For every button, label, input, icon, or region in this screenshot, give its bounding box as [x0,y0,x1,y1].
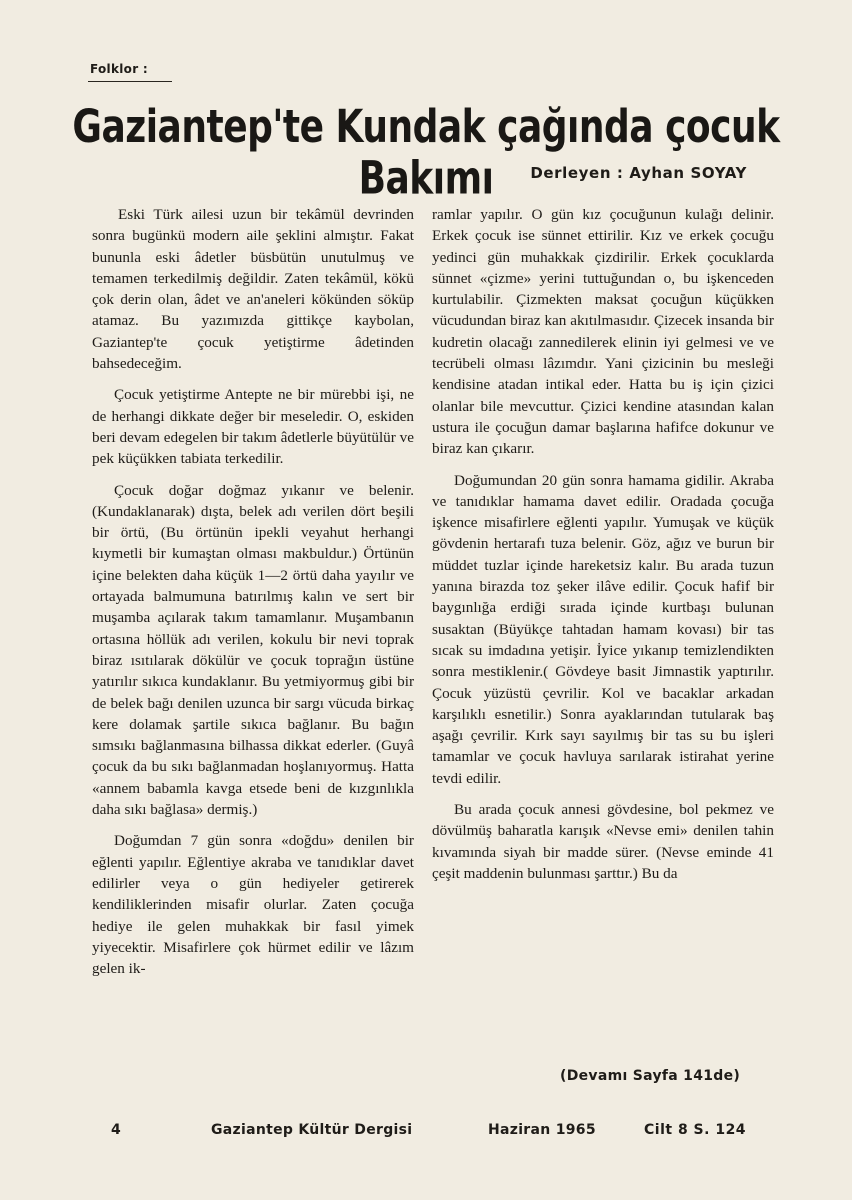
continued-note: (Devamı Sayfa 141de) [560,1068,741,1084]
paragraph: Eski Türk ailesi uzun bir tekâmül devrinden sonra bugünkü modern aile şeklini almıştır. Fakat bununla eski âdetler büsbütün unutulmuş ve temamen terkedilmiş değildir. Zaten tekâmül, kökü çok derin olan, âdet ve an'aneleri kökünden söküp atamaz. Bu yazımızda gittikçe kaybolan, Gaziantep'te çocuk yetiştirme âdetinden bahsedeceğim. [92,206,414,373]
article-title: Gaziantep'te Kundak çağında çocuk Bakımı [72,102,780,205]
right-column [432,204,774,894]
section-label: Folklor : [90,62,149,76]
section-rule [88,81,172,82]
paragraph: Bu arada çocuk annesi gövdesine, bol pekmez ve dövülmüş baharatla karışık «Nevse emi» denilen tahin kıvamında siyah bir madde sürer. (Nevse eminde 41 çeşit maddenin bulunması şarttır.) Bu da [432,801,774,882]
paragraph: Doğumundan 20 gün sonra hamama gidilir. Akraba ve tanıdıklar hamama davet edilir. Oradada çocuğa işkence misafirlere eğlenti yapılır. Yumuşak ve küçük gövdenin hertarafı tuza belenir. Göz, ağız ve burun bir müddet tuzlar içinde hareketsiz kalır. Bu arada tuzun yanına birazda toz şeker ilâve edilir. Çocuk hafif bir baygınlığa erdiği sırada içinde kurtbaşı bulunan susaktan (Büyükçe tahtadan hamam kovası) bir tas sıcak su imdadına yetişir. İyice yıkanıp temizlendikten sonra mestiklenir.( Gövdeye basit Jimnastik yaptırılır. Çocuk yüzüstü çevrilir. Kol ve bacaklar arkadan karşılıklı esnetilir.) Sonra ayaklarından tutularak baş aşağı çevrilir. Kırk sayı sayılmış bir tas su bu işleri tamamlar ve çocuk havluya sarılarak istirahat yerine tevdi edilir. [432,471,774,787]
journal-name: Gaziantep Kültür Dergisi [211,1122,413,1138]
issue-date: Haziran 1965 [488,1122,596,1138]
volume-issue: Cilt 8 S. 124 [644,1122,747,1138]
left-column [92,204,414,989]
paragraph: Çocuk doğar doğmaz yıkanır ve belenir. (Kundaklanarak) dışta, belek adı verilen dört beşili bir örtü, (Bu örtünün ipekli veyahut herhangi kıymetli bir kumaştan olması makbuldur.) Örtünün içine belekten daha küçük 1—2 örtü daha yayılır ve ortayada balmumuna batırılmış kalın ve sert bir muşamba açılarak takım tamamlanır. Muşambanın ortasına höllük adı verilen, kokulu bir nevi toprak biraz ısıtılarak dökülür ve çocuk toprağın üstüne yatırılır sıkıca kundaklanır. Bu yetmiyormuş gibi bir de belek bağı denilen uzunca bir sargı vücuda birkaç kere dolamak şartile sıkıca bağlanır. Bu bağın sımsıkı bağlanmasına bilhassa dikkat ederler. (Guyâ çocuk da bu sıkı bağlanmadan hoşlanıyormuş. Hatta «annem babamla kavga etsede beni de kızgınlıkla daha sıkı bağlasa» dermiş.) [92,481,414,819]
paragraph: ramlar yapılır. O gün kız çocuğunun kulağı delinir. Erkek çocuk ise sünnet ettirilir. Kız ve erkek çocuğu yedinci gün muhakkak çizdirilir. Erkek çocuklarda sünnet «çizme» yerini tuttuğundan o, bu işkenceden kurtulabilir. Çizmekten maksat çocuğun küçükken vücudundan biraz kan akıtılmasıdır. Çizecek insanda bir kudretin olacağı zannedilerek elinin iyi gelmesi ve ve tecrübeli olması lâzımdır. Yani çizicinin bu mesleği kendisine atadan intikal eder. Hatta bu iş için çizici olanlar bile mevcuttur. Çizici kendine atasından kalan ustura ile çocuğun damar başlarına hafifce dokunur ve biraz kan çıkarır. [432,206,774,458]
paragraph: Doğumdan 7 gün sonra «doğdu» denilen bir eğlenti yapılır. Eğlentiye akraba ve tanıdıklar davet edilirler veya o gün hediyeler getirerek kendiliklerinden misafir olurlar. Zaten çocuğa hediye ile gelen muhakkak bir fasıl yimek yiyecektir. Misafirlere çok hürmet edilir ve lâzım gelen ik- [92,832,414,978]
page-footer [0,1122,852,1142]
paragraph: Çocuk yetiştirme Antepte ne bir mürebbi işi, ne de herhangi dikkate değer bir meseledir. O, eskiden beri devam edegelen bir takım âdetlerle büyütülür ve pek küçükken tabiata terkedilir. [92,386,414,468]
byline: Derleyen : Ayhan SOYAY [530,164,747,182]
page-number: 4 [111,1122,121,1138]
